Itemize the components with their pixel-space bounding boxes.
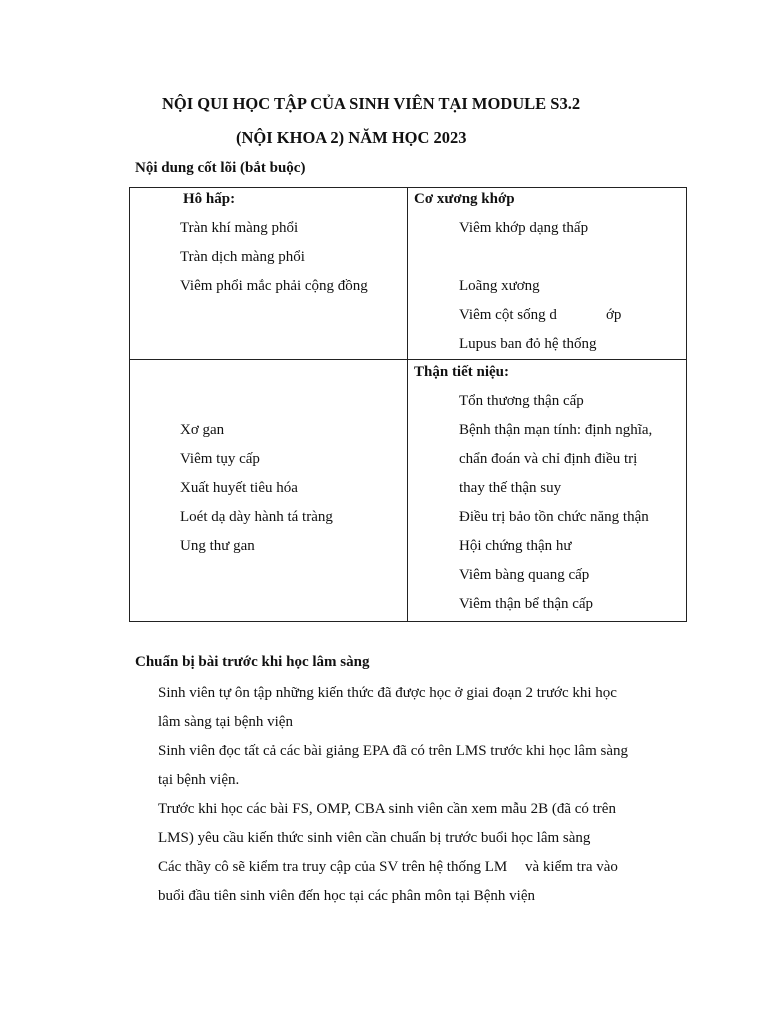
list-item: Xơ gan <box>180 422 225 438</box>
list-item: Tổn thương thận cấp <box>459 393 584 409</box>
core-content-heading: Nội dung cốt lõi (bắt buộc) <box>135 160 306 176</box>
musculoskeletal-cell <box>408 188 687 360</box>
preparation-line: Sinh viên đọc tất cả các bài giảng EPA đã có trên LMS trước khi học lâm sàng <box>158 743 628 759</box>
preparation-heading: Chuẩn bị bài trước khi học lâm sàng <box>135 654 370 670</box>
list-item: thay thế thận suy <box>459 480 562 496</box>
list-item: Bệnh thận mạn tính: định nghĩa, <box>459 422 653 438</box>
list-item: ớp <box>606 307 622 323</box>
document-title-line1: NỘI QUI HỌC TẬP CỦA SINH VIÊN TẠI MODULE S3.2 <box>162 94 581 113</box>
table-row <box>130 360 687 622</box>
document-title-line2: (NỘI KHOA 2) NĂM HỌC 2023 <box>236 128 467 147</box>
preparation-line: tại bệnh viện. <box>158 772 240 788</box>
urinary-cell <box>408 360 687 622</box>
table-row <box>130 188 687 360</box>
list-item: Tràn dịch màng phổi <box>180 249 305 265</box>
list-item: Ung thư gan <box>180 538 255 554</box>
list-item: Viêm tụy cấp <box>180 451 260 467</box>
list-item: Hội chứng thận hư <box>459 538 572 554</box>
preparation-line: lâm sàng tại bệnh viện <box>158 714 293 730</box>
musculoskeletal-heading: Cơ xương khớp <box>414 191 515 207</box>
list-item: Xuất huyết tiêu hóa <box>180 480 298 496</box>
urinary-heading: Thận tiết niệu: <box>414 364 510 380</box>
preparation-line: buổi đầu tiên sinh viên đến học tại các phân môn tại Bệnh viện <box>158 888 535 904</box>
respiratory-heading: Hô hấp: <box>183 191 236 207</box>
preparation-line: Các thầy cô sẽ kiểm tra truy cập của SV trên hệ thống LM <box>158 859 508 875</box>
respiratory-cell <box>130 188 408 360</box>
preparation-line: Trước khi học các bài FS, OMP, CBA sinh viên cần xem mẫu 2B (đã có trên <box>158 801 616 817</box>
list-item: Viêm bàng quang cấp <box>459 567 590 583</box>
preparation-line: và kiểm tra vào <box>525 859 618 875</box>
digestive-cell <box>130 360 408 622</box>
list-item: Viêm khớp dạng thấp <box>459 220 589 236</box>
preparation-line: LMS) yêu cầu kiến thức sinh viên cần chuẩn bị trước buổi học lâm sàng <box>158 830 591 846</box>
core-content-table <box>129 187 687 622</box>
list-item: Tràn khí màng phổi <box>180 220 299 236</box>
list-item: Viêm thận bể thận cấp <box>459 596 594 612</box>
list-item: Viêm phổi mắc phải cộng đồng <box>180 278 368 294</box>
list-item: Loét dạ dày hành tá tràng <box>180 509 333 525</box>
preparation-line: Sinh viên tự ôn tập những kiến thức đã được học ở giai đoạn 2 trước khi học <box>158 685 617 701</box>
list-item: Loãng xương <box>459 278 540 294</box>
list-item: Điều trị bảo tồn chức năng thận <box>459 509 649 525</box>
list-item: Lupus ban đỏ hệ thống <box>459 336 597 352</box>
list-item: chẩn đoán và chỉ định điều trị <box>459 451 638 467</box>
list-item: Viêm cột sống d <box>459 307 557 323</box>
